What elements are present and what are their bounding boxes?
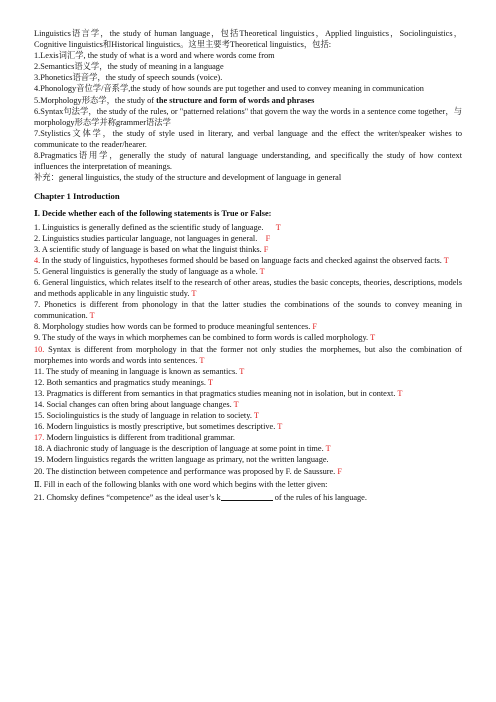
item-statement: Social changes can often bring about language changes.: [44, 400, 234, 409]
item-answer: T: [253, 411, 259, 421]
item-statement: In the study of linguistics, hypotheses formed should be based on language facts and checked against the observed facts.: [40, 255, 444, 265]
item-number: 19.: [34, 455, 45, 465]
item-answer: T: [443, 255, 449, 265]
item-number: 8.: [34, 322, 41, 332]
item-statement: Modern linguistics is mostly prescriptive, but sometimes descriptive.: [44, 422, 278, 432]
intro-item: 4.Phonology音位学/音系学,the study of how sounds are put together and used to convey meaning in communication: [34, 84, 424, 94]
intro-item: 8.Pragmatics语用学，generally the study of natural language understanding, and specifically the study of how context influences the interpretation of meanings.: [34, 151, 462, 172]
tf-item: [34, 366, 462, 377]
item-number: 11.: [34, 366, 45, 376]
item-number: 6.: [34, 277, 41, 287]
tf-item: [34, 255, 462, 266]
tf-item: [34, 277, 465, 299]
item-statement: Modern linguistics regards the written language as primary, not the written language.: [44, 455, 329, 465]
tf-item: [34, 432, 462, 443]
tf-item: [34, 321, 462, 332]
item-answer: T: [370, 333, 376, 343]
item-number: 13.: [34, 388, 45, 398]
answer-blank[interactable]: [221, 492, 273, 501]
item-answer: T: [275, 222, 281, 232]
item-answer: T: [397, 388, 403, 398]
tf-item: [34, 443, 462, 454]
item-statement: Morphology studies how words can be formed to produce meaningful sentences.: [40, 322, 313, 332]
tf-item: [34, 466, 462, 477]
tf-item: [34, 454, 462, 465]
intro-item: 3.Phonetics语音学，the study of speech sounds (voice).: [34, 73, 223, 83]
item-answer: F: [337, 466, 342, 476]
item-number: 3.: [34, 244, 41, 254]
section2-heading: Ⅱ. Fill in each of the following blanks with one word which begins with the letter given:: [34, 479, 328, 489]
tf-item: [34, 410, 462, 421]
item-statement: Phonetics is different from phonology in that the latter studies the combinations of the sounds to convey meaning in communication.: [34, 300, 465, 321]
tf-item: [34, 299, 465, 321]
item-answer: T: [259, 266, 265, 276]
item-number: 4.: [34, 255, 41, 265]
item-number: 12.: [34, 377, 45, 387]
item-answer: F: [265, 233, 271, 243]
intro-list: [34, 50, 462, 172]
item-answer: T: [325, 444, 331, 454]
item-statement: The study of meaning in language is known as semantics.: [44, 366, 240, 376]
item-statement: General linguistics, which relates itself to the research of other areas, studies the basic concepts, theories, descriptions, models and methods applicable in any linguistic study.: [34, 277, 465, 299]
tf-item: [34, 344, 465, 366]
item-answer: T: [277, 422, 283, 432]
intro-item: 2.Semantics语义学，the study of meaning in a language: [34, 62, 224, 72]
item-statement: Both semantics and pragmatics study meanings.: [44, 377, 208, 387]
tf-item: [34, 244, 462, 255]
item-answer: T: [199, 355, 205, 365]
item-number: 14.: [34, 400, 45, 409]
item-answer: F: [312, 322, 317, 332]
item-number: 10.: [34, 344, 45, 354]
item-number: 2.: [34, 233, 41, 243]
item-statement: The distinction between competence and performance was proposed by F. de Saussure.: [44, 466, 338, 476]
item-number: 15.: [34, 411, 45, 421]
intro-item: 7.Stylistics文体学，the study of style used in literary, and verbal language and the effect the writer/speaker wishes to communicate to the reader/hearer.: [34, 128, 462, 149]
tf-item: [34, 222, 462, 233]
item-statement: A scientific study of language is based on what the linguist thinks.: [40, 244, 264, 254]
chapter-title: Chapter 1 Introduction: [34, 191, 120, 202]
tf-item: [34, 332, 462, 343]
item-number: 1.: [34, 222, 41, 232]
item-statement: General linguistics is generally the study of language as a whole.: [40, 266, 260, 276]
intro-item: 1.Lexis词汇学, the study of what is a word and where words come from: [34, 51, 275, 61]
item-statement: Sociolinguistics is the study of language in relation to society.: [44, 411, 254, 421]
item-answer: T: [89, 311, 95, 321]
supplement-note: 补充：general linguistics, the study of the structure and development of language in general: [34, 173, 342, 183]
item-statement: Linguistics is generally defined as the scientific study of language.: [40, 222, 276, 232]
item-statement: A diachronic study of language is the description of language at some point in time.: [44, 444, 326, 454]
tf-item: [34, 233, 462, 244]
item-number: 7.: [34, 300, 41, 310]
item-number: 18.: [34, 444, 45, 454]
item-statement: Modern linguistics is different from traditional grammar.: [44, 433, 236, 443]
item-answer: F: [263, 244, 269, 254]
item-number: 16.: [34, 422, 45, 432]
section1-heading: Ⅰ. Decide whether each of the following statements is True or False:: [34, 209, 272, 219]
item-number: 20.: [34, 466, 45, 476]
item-number: 9.: [34, 333, 41, 343]
item-answer: T: [191, 289, 197, 299]
intro-item: 5.Morphology形态学，the study of the structure and form of words and phrases: [34, 95, 315, 105]
item-number: 5.: [34, 266, 41, 276]
item-statement: Syntax is different from morphology in that the former not only studies the morphemes, but also the combination of morphemes into words and words into sentences.: [34, 344, 465, 365]
tf-item: [34, 399, 462, 410]
item-answer: T: [207, 377, 213, 387]
tf-item: [34, 266, 462, 277]
question-21: 21. Chomsky defines “competence” as the ideal user’s k of the rules of his language.: [34, 492, 367, 502]
item-statement: The study of the ways in which morphemes can be combined to form words is called morphology.: [40, 333, 371, 343]
item-number: 17.: [34, 433, 45, 443]
tf-item: [34, 377, 462, 388]
item-statement: Linguistics studies particular language, not languages in general.: [40, 233, 266, 243]
true-false-list: [34, 222, 465, 477]
item-answer: T: [233, 400, 239, 409]
intro-item: 6.Syntax句法学，the study of the rules, or "patterned relations" that govern the way the words in a sentence come together，与morphology形态学并称grammer语法学: [34, 106, 462, 127]
item-answer: T: [239, 366, 245, 376]
intro-paragraph: Linguistics语言学，the study of human language，包括Theoretical linguistics，Applied linguistics，Sociolinguistics，Cognitive linguistics和Historical linguistics。这里主要考Theoretical linguistics，包括:: [34, 29, 462, 50]
tf-item: [34, 421, 462, 432]
tf-item: [34, 388, 462, 399]
item-statement: Pragmatics is different from semantics in that pragmatics studies meaning not in isolation, but in context.: [44, 388, 398, 398]
